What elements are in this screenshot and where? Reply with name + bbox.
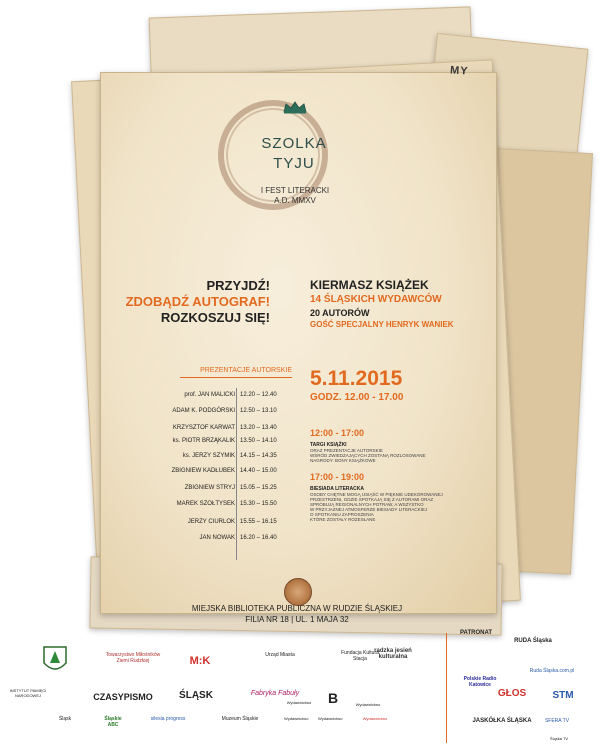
patron-logo: Śląska TV	[549, 736, 569, 741]
schedule-title-1: TARGI KSIĄŻKI	[310, 442, 347, 448]
sponsor-logo: Śląskie ABC	[104, 716, 122, 728]
presentation-author: ZBIGNIEW KADŁUBEK	[171, 468, 235, 474]
patron-logo: Ruda Śląska.com.pl	[529, 668, 575, 674]
schedule-block-1	[310, 442, 426, 463]
sponsor-logo: Muzeum Śląskie	[221, 716, 259, 722]
presentation-time: 12.20 – 12.40	[240, 392, 277, 398]
presentation-author: ADAM K. PODGÓRSKI	[172, 408, 235, 414]
presentation-author: JERZY CIURLOK	[187, 519, 235, 525]
schedule-title-2: BIESIADA LITERACKA	[310, 486, 364, 492]
patron-logo: SFERA TV	[544, 718, 570, 724]
presentation-row	[130, 535, 295, 547]
presentation-time: 15.05 – 15.25	[240, 485, 277, 491]
sponsor-logo: ŚLĄSK	[179, 690, 213, 701]
library-address: FILIA NR 18 | UL. 1 MAJA 32	[245, 615, 349, 624]
sponsor-logo: Wydawnictwo	[286, 700, 312, 705]
sponsor-logo	[42, 645, 68, 675]
presentation-row	[130, 501, 295, 513]
sponsor-logo: CZASYPISMO	[93, 692, 153, 702]
festival-title-line2: TYJU	[273, 155, 315, 172]
presentation-row	[130, 438, 295, 450]
schedule-line: WŚRÓD ZWIEDZAJĄCYCH ZOSTANĄ ROZLOSOWANE	[310, 453, 426, 458]
presentation-author: JAN NOWAK	[199, 535, 235, 541]
presentation-time: 13.20 – 13.40	[240, 425, 277, 431]
sponsor-logo: Wydawnictwo	[362, 716, 388, 721]
presentation-author: ks. PIOTR BRZĄKALIK	[172, 438, 235, 444]
schedule-line: W PRZYJAZNEJ ATMOSFERZE BIESIADY LITERACKIEJ	[310, 507, 428, 512]
sponsor-logo: Śląsk	[58, 716, 72, 722]
patron-logo: Polskie Radio Katowice	[463, 676, 497, 688]
sponsor-logo: Urząd Miasta	[265, 652, 295, 658]
sponsor-logo: Wydawnictwo	[284, 716, 309, 721]
schedule-line: NAGRODY: BONY KSIĄŻKOWE	[310, 458, 376, 463]
schedule-block-2	[310, 486, 443, 522]
presentation-time: 15.30 – 15.50	[240, 501, 277, 507]
patron-logo: GŁOS	[497, 688, 527, 699]
presentation-author: prof. JAN MALICKI	[184, 392, 235, 398]
presentation-row	[130, 485, 295, 497]
slogan-enjoy: ROZKOSZUJ SIĘ!	[160, 310, 270, 325]
schedule-time-1: 12:00 - 17:00	[310, 428, 365, 438]
sponsor-logo: Towarzystwo Miłośników Ziemi Rudzkiej	[105, 652, 161, 664]
corner-text: MY	[449, 64, 469, 78]
slogan-come: PRZYJDŹ!	[206, 278, 270, 293]
event-date: 5.11.2015	[310, 367, 403, 390]
schedule-line: O SPOTKANIU ZAPROSZENIA	[310, 512, 374, 517]
presentations-divider	[180, 377, 292, 378]
patronat-label: PATRONAT	[460, 630, 492, 636]
fair-publishers: 14 ŚLĄSKICH WYDAWCÓW	[310, 294, 442, 305]
sponsor-logo: Fabryka Fabuły	[250, 690, 300, 697]
presentation-row	[130, 468, 295, 480]
sponsor-logo: Fundacja Kultura Stacja	[341, 650, 379, 662]
schedule-time-2: 17:00 - 19:00	[310, 472, 365, 482]
presentation-time: 15.55 – 16.15	[240, 519, 277, 525]
festival-title-line1: SZOLKA	[261, 135, 327, 152]
presentation-row	[130, 519, 295, 531]
sponsor-logo: INSTYTUT PAMIĘCI NARODOWEJ	[9, 688, 47, 698]
presentation-time: 13.50 – 14.10	[240, 438, 277, 444]
presentation-author: ks. JERZY SZYMIK	[182, 453, 235, 459]
presentation-row	[130, 392, 295, 404]
schedule-line: KTÓRE ZOSTAŁY ROZESŁANE	[310, 517, 376, 522]
sponsor-logo: Wydawnictwo	[318, 716, 343, 721]
festival-subtitle-line2: A.D. MMXV	[274, 196, 316, 205]
schedule-line: PRZESTRZENI, GDZIE SPOTKAJĄ SIĘ Z AUTORAMI ORAZ	[310, 497, 434, 502]
presentations-heading: PREZENTACJE AUTORSKIE	[200, 367, 292, 374]
patronat-divider	[446, 633, 447, 743]
coat-of-arms-icon	[42, 645, 68, 675]
event-hours: GODZ. 12.00 - 17.00	[310, 392, 404, 403]
presentation-time: 16.20 – 16.40	[240, 535, 277, 541]
patron-logo: STM	[552, 690, 574, 701]
sponsor-logo: Wydawnictwo	[355, 702, 381, 707]
sponsor-logo: B	[327, 690, 339, 706]
fair-authors: 20 AUTORÓW	[310, 308, 370, 318]
presentation-author: MAREK SZOŁTYSEK	[176, 501, 235, 507]
presentation-author: ZBIGNIEW STRYJ	[184, 485, 235, 491]
library-seal-icon	[284, 578, 312, 606]
sponsor-logo: radzka jesień kulturalna	[374, 648, 412, 660]
fair-title: KIERMASZ KSIĄŻEK	[310, 278, 429, 292]
presentation-row	[130, 425, 295, 437]
presentation-time: 12.50 – 13.10	[240, 408, 277, 414]
sponsor-logo: M:K	[189, 655, 211, 667]
slogan-autograph: ZDOBĄDŹ AUTOGRAF!	[125, 294, 270, 309]
presentation-row	[130, 408, 295, 420]
presentation-time: 14.15 – 14.35	[240, 453, 277, 459]
presentation-row	[130, 453, 295, 465]
crown-icon	[282, 100, 308, 114]
presentation-author: KRZYSZTOF KARWAT	[172, 425, 235, 431]
festival-subtitle-line1: I FEST LITERACKI	[260, 186, 330, 195]
schedule-line: SPRÓBUJĄ REGIONALNYCH POTRAW, A WSZYSTKO	[310, 502, 424, 507]
library-name: MIEJSKA BIBLIOTEKA PUBLICZNA W RUDZIE ŚLĄSKIEJ	[191, 604, 403, 613]
sponsor-logo: silesia progress	[150, 716, 186, 722]
presentation-time: 14.40 – 15.00	[240, 468, 277, 474]
patron-logo: JASKÓŁKA ŚLĄSKA	[472, 718, 532, 724]
schedule-line: ORAZ PREZENTACJE AUTORSKIE	[310, 448, 383, 453]
patron-logo: RUDA Śląska	[514, 638, 552, 644]
fair-guest: GOŚĆ SPECJALNY HENRYK WANIEK	[310, 320, 454, 329]
schedule-line: OSOBY CHĘTNE MOGĄ USIĄŚĆ W PIĘKNIE UDEKOROWANEJ	[310, 492, 443, 497]
